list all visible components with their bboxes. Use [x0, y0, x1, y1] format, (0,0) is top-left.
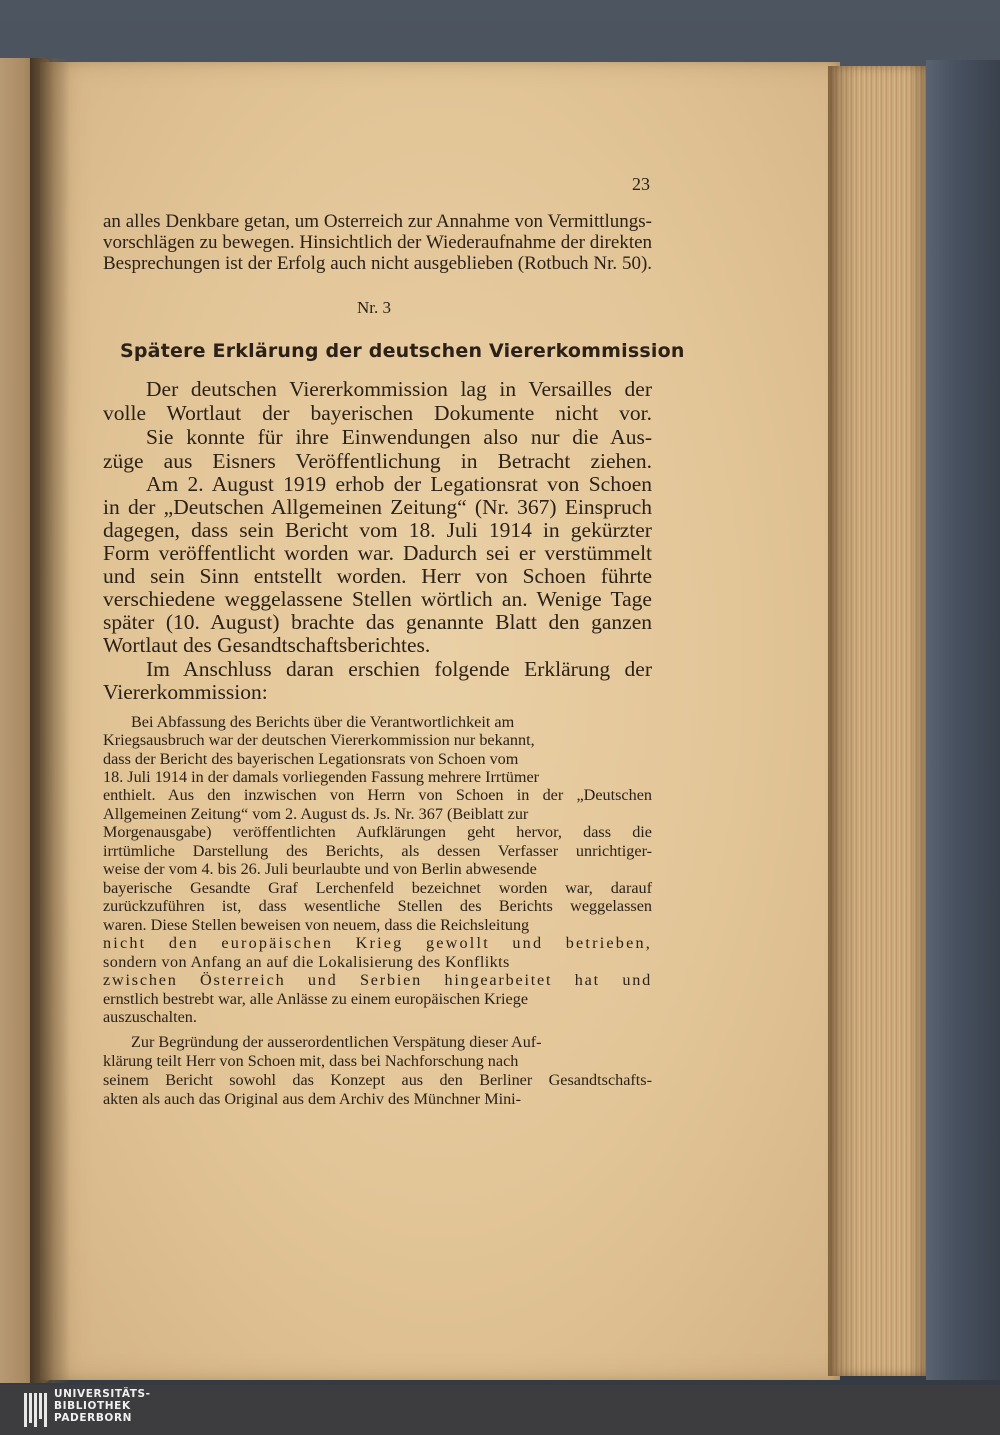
body-line: Viererkommission: — [103, 680, 268, 704]
quote-line: Allgemeinen Zeitung“ vom 2. August ds. Js. Nr. 367 (Beiblatt zur — [103, 805, 529, 823]
quote-line: auszuschalten. — [103, 1008, 197, 1026]
quote-line: Kriegsausbruch war der deutschen Viererkommission nur bekannt, — [103, 731, 535, 749]
quote-line-spaced: zwischen Österreich und Serbien hingearbeitet hat und — [103, 971, 653, 989]
quote-line: Bei Abfassung des Berichts über die Verantwortlichkeit am — [131, 713, 515, 731]
quote-line: weise der vom 4. bis 26. Juli beurlaubte und von Berlin abwesende — [103, 860, 537, 878]
quote-line: irrtümliche Darstellung des Berichts, als dessen Verfasser unrichtiger- — [103, 842, 653, 860]
body-line: später (10. August) brachte das genannte Blatt den ganzen — [103, 610, 652, 634]
body-line: Im Anschluss daran erschien folgende Erklärung der — [146, 657, 653, 681]
body-line: dagegen, dass sein Bericht vom 18. Juli 1914 in gekürzter — [103, 518, 652, 542]
quote-line: bayerische Gesandte Graf Lerchenfeld bezeichnet worden war, darauf — [103, 879, 653, 897]
section-heading: Spätere Erklärung der deutschen Viererkommission — [120, 340, 685, 362]
intro-line: vorschlägen zu bewegen. Hinsichtlich der Wiederaufnahme der direkten — [103, 232, 653, 253]
library-logo-icon — [24, 1393, 48, 1427]
quote-line-spaced: nicht den europäischen Krieg gewollt und betrieben, — [103, 934, 653, 952]
quote-line: Morgenausgabe) veröffentlichten Aufklärungen geht hervor, dass die — [103, 823, 652, 841]
gutter-shadow — [30, 58, 70, 1383]
library-name-line: UNIVERSITÄTS- — [54, 1388, 151, 1400]
body-line: verschiedene weggelassene Stellen wörtlich an. Wenige Tage — [103, 587, 652, 611]
quote-line: akten als auch das Original aus dem Archiv des Münchner Mini- — [103, 1090, 522, 1108]
quote-line: seinem Bericht sowohl das Konzept aus den Berliner Gesandtschafts- — [103, 1071, 652, 1089]
quote-line: zurückzuführen ist, dass wesentliche Stellen des Berichts weggelassen — [103, 897, 652, 915]
quote-line: 18. Juli 1914 in der damals vorliegenden Fassung mehrere Irrtümer — [103, 768, 540, 786]
quote-line: sondern von Anfang an auf die Lokalisierung des Konflikts — [103, 953, 510, 971]
cover-board-edge — [926, 60, 1000, 1380]
quote-line: waren. Diese Stellen beweisen von neuem, dass die Reichsleitung — [103, 916, 530, 934]
library-name-line: BIBLIOTHEK — [54, 1400, 131, 1412]
section-number: Nr. 3 — [357, 298, 391, 317]
quote-line: dass der Bericht des bayerischen Legationsrats von Schoen vom — [103, 750, 519, 768]
body-line: volle Wortlaut der bayerischen Dokumente nicht vor. — [103, 401, 652, 425]
body-line: und sein Sinn entstellt worden. Herr von Schoen führte — [103, 564, 653, 588]
body-line: Sie konnte für ihre Einwendungen also nur die Aus- — [146, 425, 652, 449]
quote-line: enthielt. Aus den inzwischen von Herrn von Schoen in der „Deutschen — [103, 786, 652, 804]
library-name-line: PADERBORN — [54, 1412, 133, 1424]
page-number: 23 — [632, 174, 650, 194]
quote-line: ernstlich bestrebt war, alle Anlässe zu einem europäischen Kriege — [103, 990, 529, 1008]
body-line: Der deutschen Viererkommission lag in Versailles der — [146, 377, 652, 401]
library-name — [54, 1388, 151, 1424]
body-line: Am 2. August 1919 erhob der Legationsrat von Schoen — [146, 472, 652, 496]
body-line: züge aus Eisners Veröffentlichung in Betracht ziehen. — [103, 449, 652, 473]
quote-line: Zur Begründung der ausserordentlichen Verspätung dieser Auf- — [131, 1033, 542, 1051]
quote-line: klärung teilt Herr von Schoen mit, dass bei Nachforschung nach — [103, 1052, 519, 1070]
body-line: in der „Deutschen Allgemeinen Zeitung“ (Nr. 367) Einspruch — [103, 495, 653, 519]
body-line: Wortlaut des Gesandtschaftsberichtes. — [103, 633, 431, 657]
page-edges-shade — [828, 66, 928, 1376]
body-line: Form veröffentlicht worden war. Dadurch sei er verstümmelt — [103, 541, 653, 565]
intro-line: Besprechungen ist der Erfolg auch nicht ausgeblieben (Rotbuch Nr. 50). — [103, 253, 653, 274]
intro-line: an alles Denkbare getan, um Osterreich zur Annahme von Vermittlungs- — [103, 211, 653, 232]
